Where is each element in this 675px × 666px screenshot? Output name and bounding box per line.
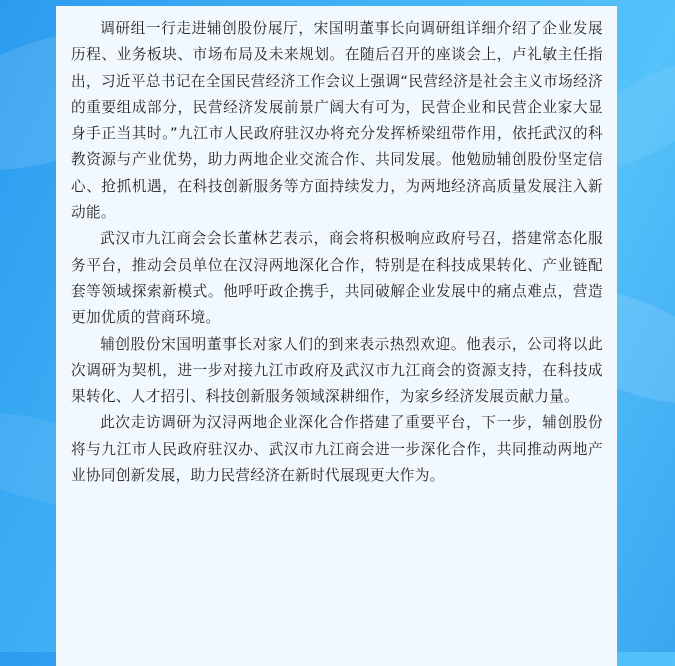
article-paragraph-1: 调研组一行走进辅创股份展厅，宋国明董事长向调研组详细介绍了企业发展历程、业务板块、市场布局及未来规划。在随后召开的座谈会上，卢礼敏主任指出，习近平总书记在全国民营经济工作会议上强调“民营经济是社会主义市场经济的重要组成部分，民营经济发展前景广阔大有可为，民营企业和民营企业家大显身手正当其时。”九江市人民政府驻汉办将充分发挥桥梁纽带作用，依托武汉的科教资源与产业优势，助力两地企业交流合作、共同发展。他勉励辅创股份坚定信心、抢抓机遇，在科技创新服务等方面持续发力，为两地经济高质量发展注入新动能。 [71,20,603,222]
article-content-panel [56,6,617,666]
article-paragraph-3: 辅创股份宋国明董事长对家人们的到来表示热烈欢迎。他表示，公司将以此次调研为契机，进一步对接九江市政府及武汉市九江商会的资源支持，在科技成果转化、人才招引、科技创新服务领域深耕细作，为家乡经济发展贡献力量。 [71,335,603,406]
article-paragraph-2: 武汉市九江商会会长董林艺表示，商会将积极响应政府号召，搭建常态化服务平台，推动会员单位在汉浔两地深化合作，特别是在科技成果转化、产业链配套等领域探索新模式。他呼吁政企携手，共同破解企业发展中的痛点难点，营造更加优质的营商环境。 [71,230,603,327]
article-paragraph-4: 此次走访调研为汉浔两地企业深化合作搭建了重要平台，下一步，辅创股份将与九江市人民政府驻汉办、武汉市九江商会进一步深化合作，共同推动两地产业协同创新发展，助力民营经济在新时代展现更大作为。 [71,414,603,485]
